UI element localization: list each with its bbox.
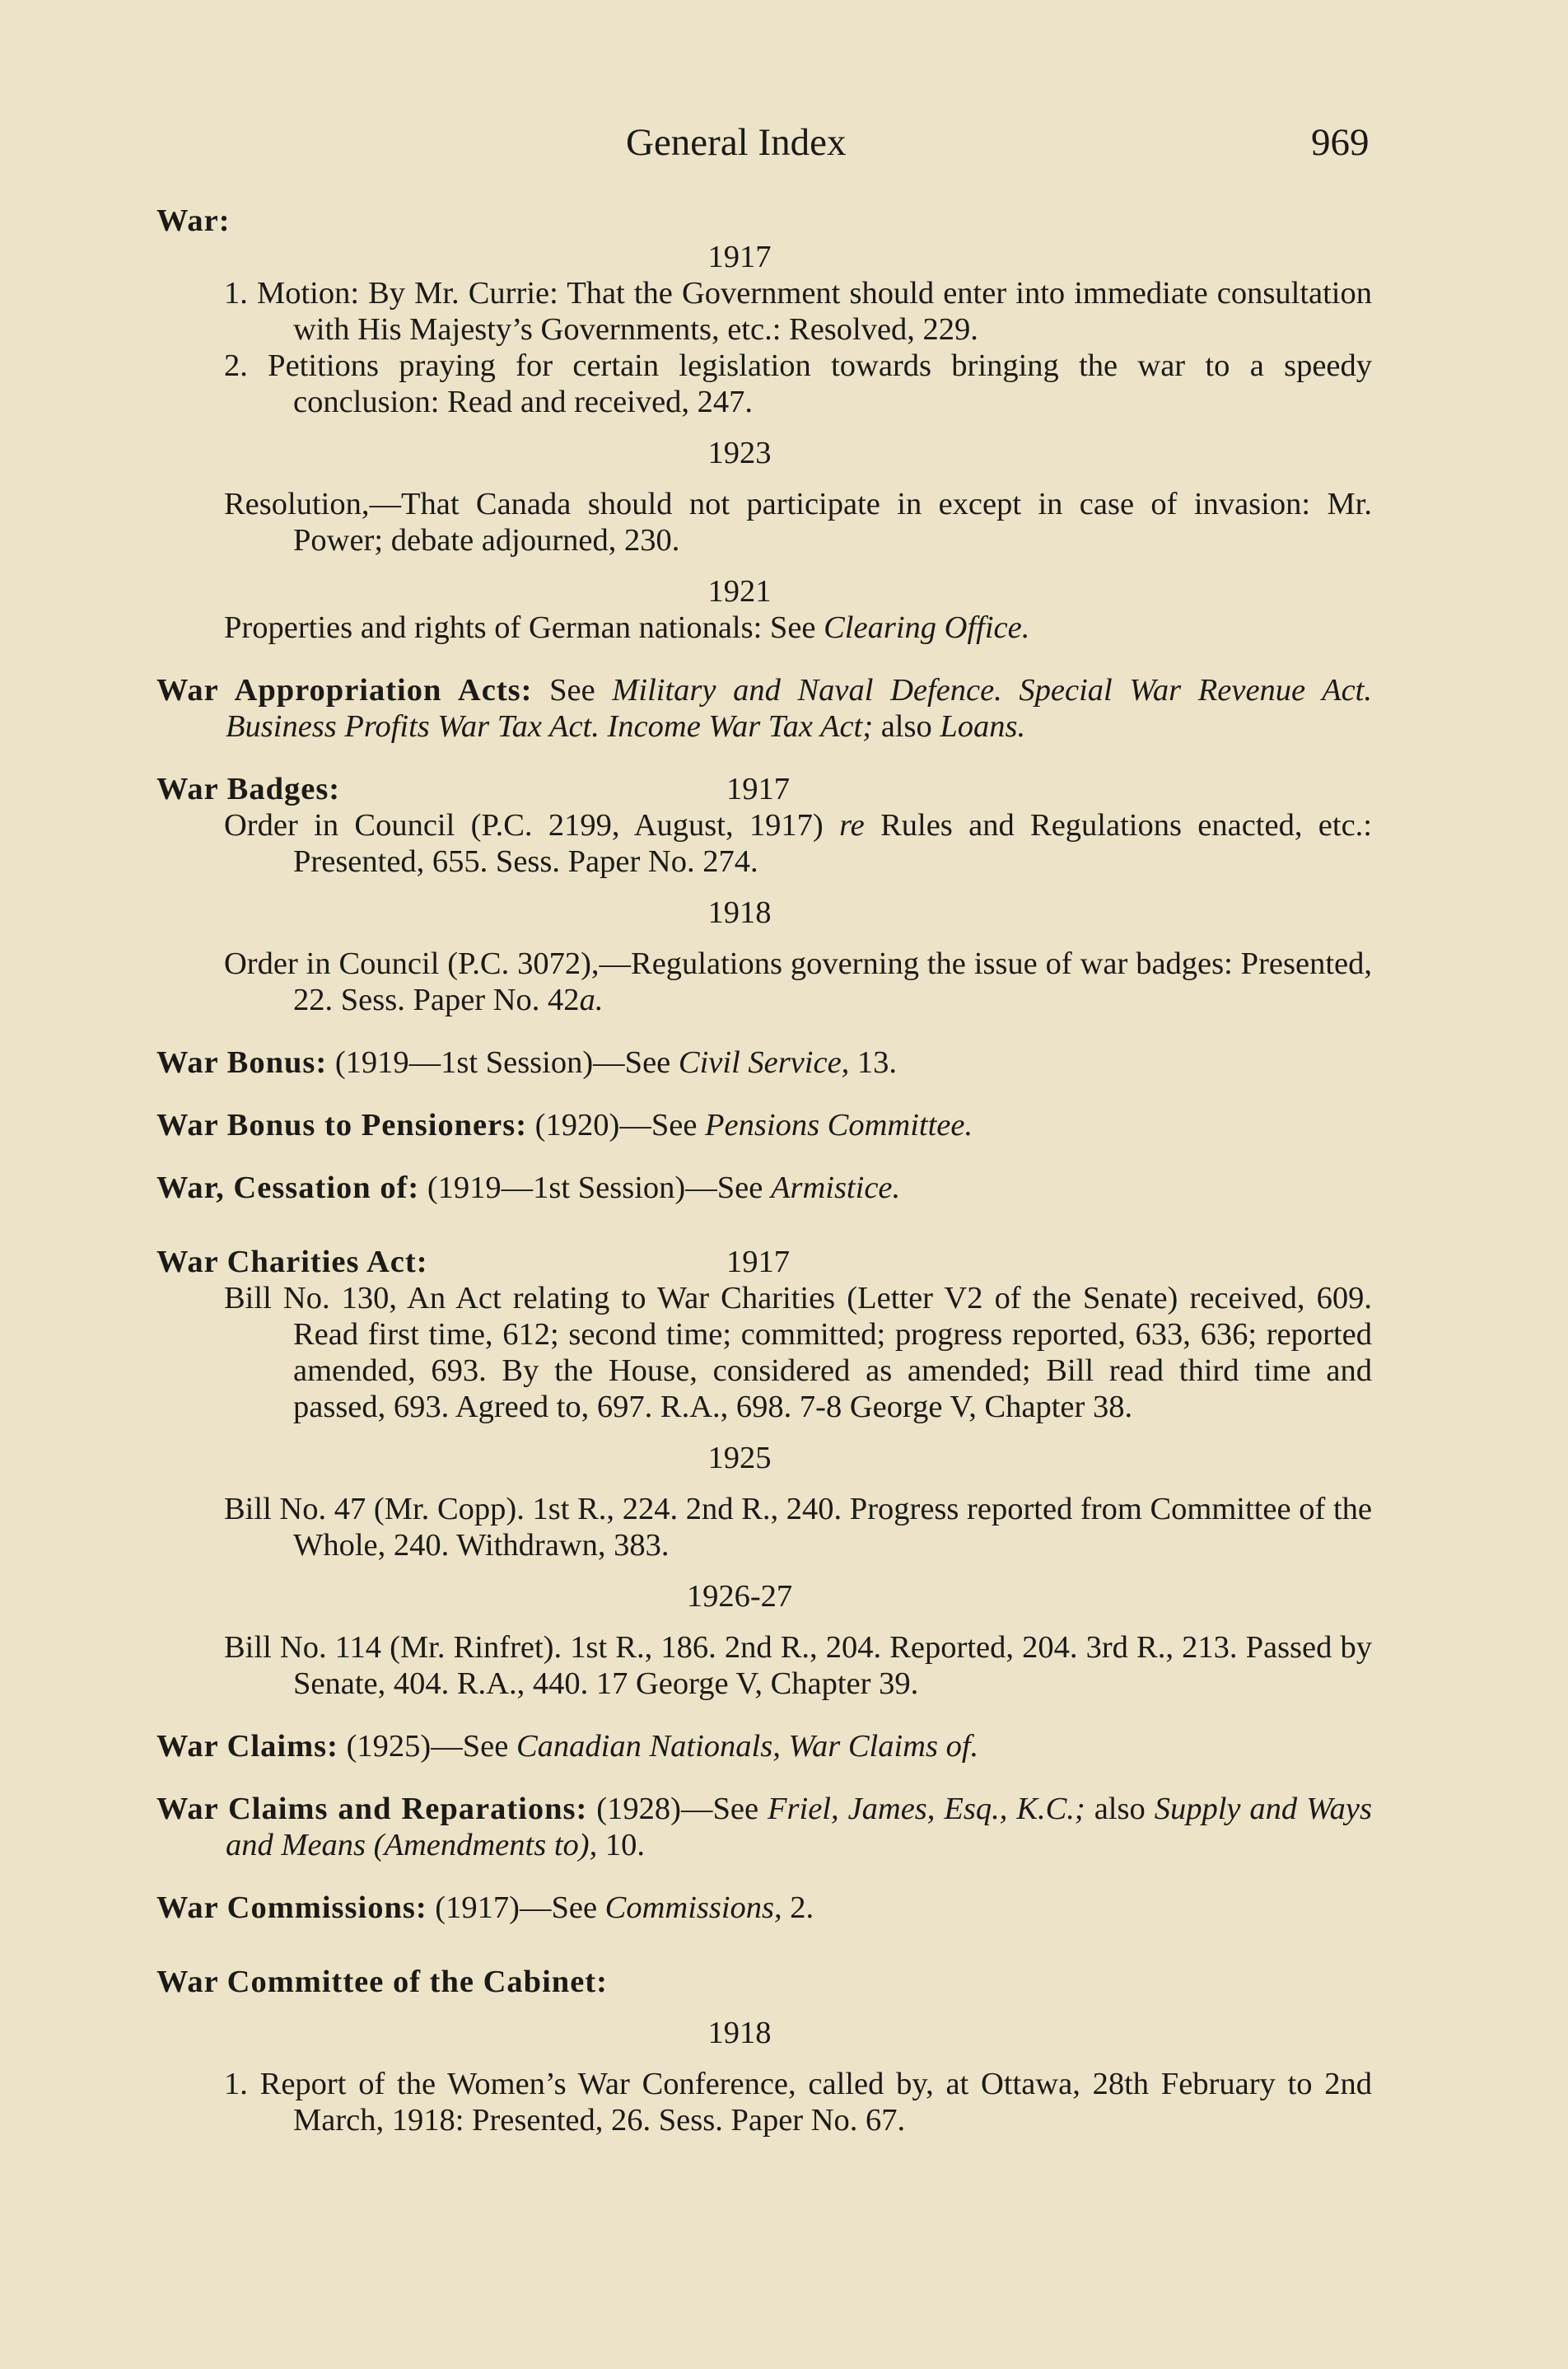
cross-reference: Pensions Committee.	[705, 1108, 973, 1142]
entry-text: 2.	[782, 1890, 814, 1925]
year-label: 1917	[726, 772, 790, 806]
entry-war-badges-heading-row	[156, 771, 1372, 807]
entry-heading: War Badges:	[156, 772, 341, 806]
entry-heading: War Bonus:	[156, 1045, 328, 1080]
year-label: 1923	[707, 436, 772, 470]
year-label: 1926-27	[686, 1579, 793, 1614]
entry-war-cessation-of	[156, 1170, 1372, 1206]
year-label: 1918	[707, 2016, 772, 2050]
entry-war-bonus-to-pensioners	[156, 1107, 1372, 1143]
page-number: 969	[1311, 121, 1370, 164]
entry-heading: War Appropriation Acts:	[156, 673, 533, 708]
italic-term: re	[839, 808, 865, 843]
entry-text: (1928)—See	[587, 1792, 768, 1826]
subentry-text: Order in Council (P.C. 3072),—Regulations governing the issue of war badges: Presented, 22. Sess. Paper No. 42	[224, 946, 1372, 1017]
subentry-text: Rules and Regulations enacted, etc.: Presented, 655. Sess. Paper No. 274.	[293, 808, 1372, 879]
entry-heading-war: War:	[156, 203, 231, 238]
italic-term: a.	[579, 983, 604, 1017]
entry-text: (1917)—See	[427, 1890, 605, 1925]
cross-reference: Commissions,	[604, 1890, 782, 1925]
entry-heading: War Bonus to Pensioners:	[156, 1108, 528, 1142]
cross-reference: Military and Naval Defence. Special War Revenue Act. Business Profits War Tax Act. Income War Tax Act;	[226, 673, 1373, 744]
subentry-text	[224, 946, 1372, 1018]
subentry-text: 1. Motion: By Mr. Currie: That the Government should enter into immediate consultation with His Majesty’s Governments, etc.: Resolved, 229.	[224, 276, 1372, 347]
subentry-text: Bill No. 47 (Mr. Copp). 1st R., 224. 2nd R., 240. Progress reported from Committee of the Whole, 240. Withdrawn, 383.	[224, 1492, 1372, 1563]
year-label: 1917	[726, 1245, 790, 1279]
year-label: 1921	[707, 574, 772, 609]
year-label: 1918	[707, 895, 772, 930]
entry-war-charities-heading-row	[156, 1244, 1372, 1280]
entry-text: also	[1085, 1792, 1155, 1826]
year-label: 1917	[707, 240, 772, 274]
entry-war-commissions	[156, 1890, 1372, 1926]
subentry-text: 2. Petitions praying for certain legislation towards bringing the war to a speedy conclusion: Read and received, 247.	[224, 348, 1372, 419]
entry-heading-war-committee-of-the-cabinet: War Committee of the Cabinet:	[156, 1965, 608, 1999]
entry-heading: War Claims and Reparations:	[156, 1792, 588, 1826]
entry-text: 10.	[597, 1828, 645, 1862]
subentry-text	[224, 610, 1372, 646]
entry-war-appropriation-acts	[156, 672, 1372, 745]
cross-reference: Civil Service,	[678, 1045, 850, 1080]
cross-reference: Canadian Nationals, War Claims of.	[516, 1729, 979, 1764]
year-label: 1925	[707, 1441, 772, 1475]
cross-reference: Supply and Ways and Means (Amendments to),	[226, 1792, 1372, 1862]
cross-reference: Loans.	[940, 709, 1026, 744]
running-title: General Index	[626, 121, 847, 164]
subentry-text: 1. Report of the Women’s War Conference, called by, at Ottawa, 28th February to 2nd March, 1918: Presented, 26. Sess. Paper No. 67.	[224, 2067, 1372, 2138]
subentry-text: Bill No. 130, An Act relating to War Charities (Letter V2 of the Senate) received, 609. Read first time, 612; second time; committed; progress reported, 633, 636; reported amended, 693. By the House, considered as amended; Bill read third time and passed, 693. Agreed to, 697. R.A., 698. 7-8 George V, Chapter 38.	[224, 1281, 1372, 1424]
index-content	[156, 203, 1372, 2138]
entry-text: 13.	[849, 1045, 898, 1080]
subentry-text	[224, 807, 1372, 880]
subentry-text: Order in Council (P.C. 2199, August, 1917)	[224, 808, 840, 843]
cross-reference: Armistice.	[770, 1170, 901, 1205]
entry-text: (1925)—See	[338, 1729, 516, 1764]
subentry-text: Bill No. 114 (Mr. Rinfret). 1st R., 186. 2nd R., 204. Reported, 204. 3rd R., 213. Passed by Senate, 404. R.A., 440. 17 George V, Chapter 39.	[224, 1630, 1372, 1701]
entry-text: also	[873, 709, 940, 744]
entry-war-claims	[156, 1728, 1372, 1764]
entry-heading: War Claims:	[156, 1729, 338, 1764]
entry-text: (1919—1st Session)—See	[327, 1045, 679, 1080]
entry-text: (1920)—See	[527, 1108, 706, 1142]
entry-text: (1919—1st Session)—See	[419, 1170, 771, 1205]
entry-war-bonus	[156, 1044, 1372, 1081]
entry-heading: War Commissions:	[156, 1890, 427, 1925]
entry-war-claims-and-reparations	[156, 1791, 1372, 1863]
cross-reference: Friel, James, Esq., K.C.;	[768, 1792, 1085, 1826]
entry-heading: War, Cessation of:	[156, 1170, 420, 1205]
subentry-text: Resolution,—That Canada should not participate in except in case of invasion: Mr. Power; debate adjourned, 230.	[224, 487, 1372, 558]
cross-reference: Clearing Office.	[824, 610, 1030, 645]
entry-text: See	[532, 673, 613, 708]
subentry-text: Properties and rights of German nationals: See	[224, 610, 824, 645]
entry-heading: War Charities Act:	[156, 1245, 428, 1279]
